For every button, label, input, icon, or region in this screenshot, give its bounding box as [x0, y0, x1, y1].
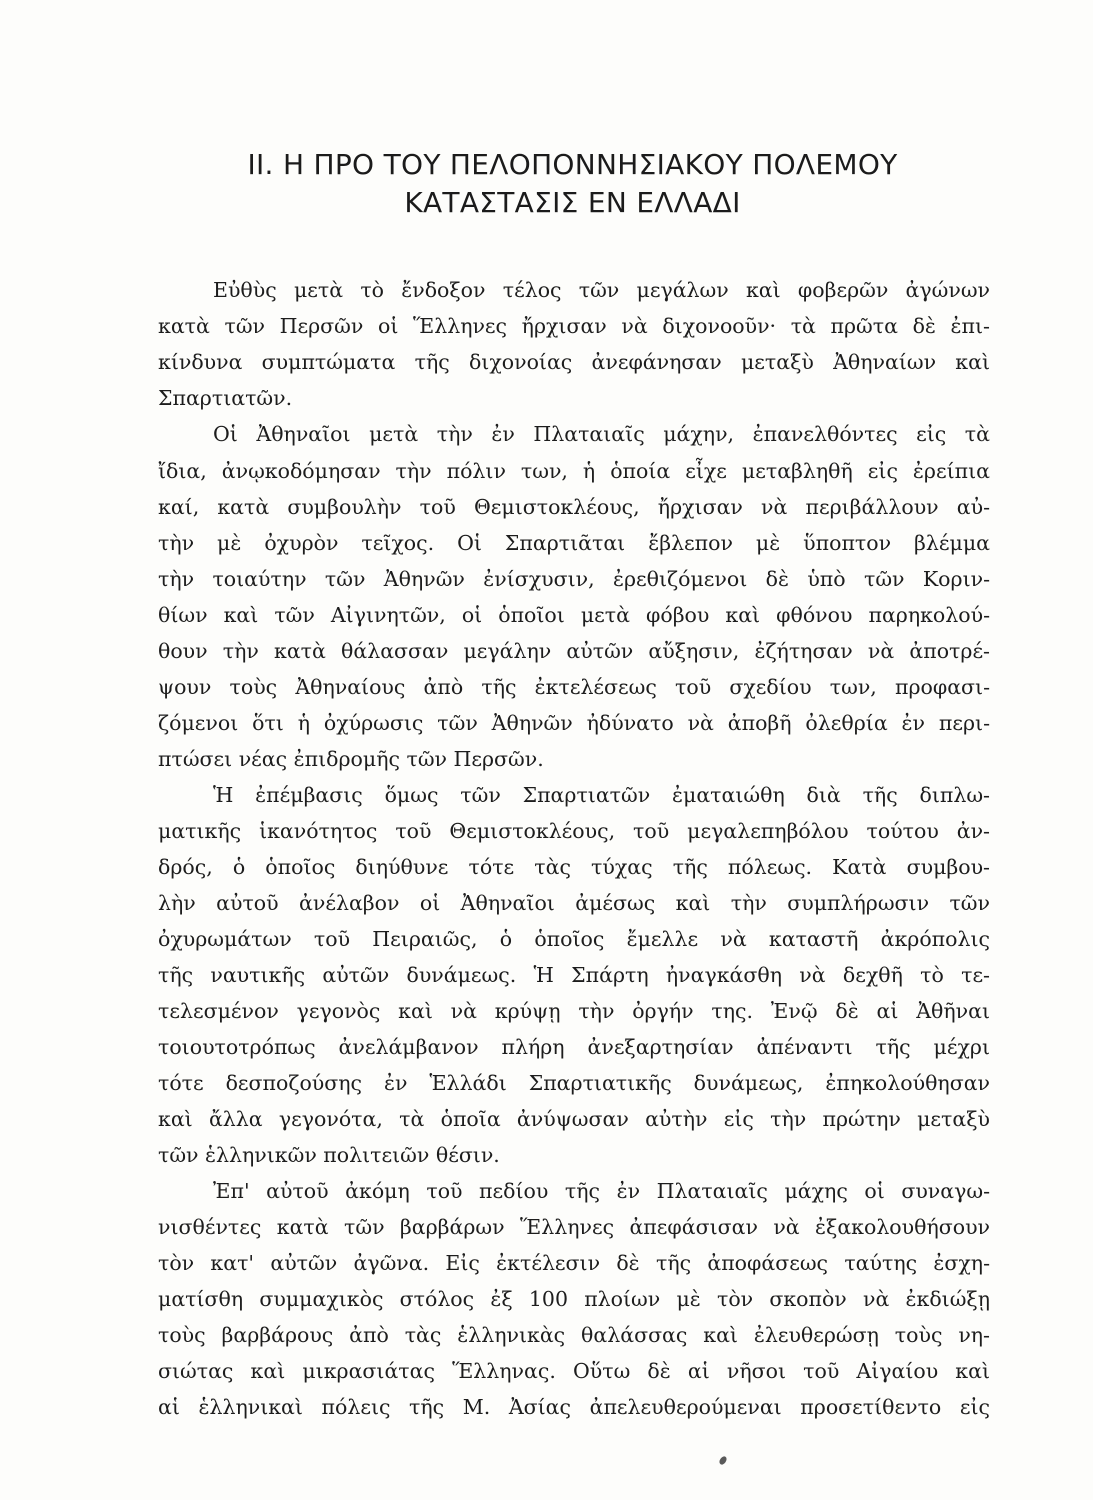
- text-line: λὴν αὐτοῦ ἀνέλαβον οἱ Ἀθηναῖοι ἀμέσως καὶ τὴν συμπλήρωσιν τῶν: [158, 891, 990, 915]
- text-line: τοιουτοτρόπως ἀνελάμβανον πλήρη ἀνεξαρτησίαν ἀπέναντι τῆς μέχρι: [158, 1035, 990, 1059]
- text-line: πτώσει νέας ἐπιδρομῆς τῶν Περσῶν.: [158, 747, 544, 771]
- text-line: θίων καὶ τῶν Αἰγινητῶν, οἱ ὁποῖοι μετὰ φόβου καὶ φθόνου παρηκολού-: [158, 603, 990, 627]
- text-line: τῆς ναυτικῆς αὐτῶν δυνάμεως. Ἡ Σπάρτη ἠναγκάσθη νὰ δεχθῆ τὸ τε-: [158, 963, 990, 987]
- text-line: Οἱ Ἀθηναῖοι μετὰ τὴν ἐν Πλαταιαῖς μάχην, ἐπανελθόντες εἰς τὰ: [213, 422, 990, 446]
- text-line: σιώτας καὶ μικρασιάτας Ἕλληνας. Οὕτω δὲ αἱ νῆσοι τοῦ Αἰγαίου καὶ: [158, 1359, 990, 1383]
- text-line: ματικῆς ἱκανότητος τοῦ Θεμιστοκλέους, τοῦ μεγαλεπηβόλου τούτου ἀν-: [158, 819, 990, 843]
- text-line: νισθέντες κατὰ τῶν βαρβάρων Ἕλληνες ἀπεφάσισαν νὰ ἐξακολουθήσουν: [158, 1215, 990, 1239]
- text-line: τῶν ἑλληνικῶν πολιτειῶν θέσιν.: [158, 1143, 500, 1167]
- text-line: κίνδυνα συμπτώματα τῆς διχονοίας ἀνεφάνησαν μεταξὺ Ἀθηναίων καὶ: [158, 350, 990, 374]
- text-line: Ἡ ἐπέμβασις ὅμως τῶν Σπαρτιατῶν ἐματαιώθη διὰ τῆς διπλω-: [213, 783, 990, 807]
- text-line: τοὺς βαρβάρους ἀπὸ τὰς ἑλληνικὰς θαλάσσας καὶ ἐλευθερώσῃ τοὺς νη-: [158, 1323, 990, 1347]
- text-line: ματίσθη συμμαχικὸς στόλος ἐξ 100 πλοίων μὲ τὸν σκοπὸν νὰ ἐκδιώξῃ: [158, 1287, 990, 1311]
- text-line: καὶ ἄλλα γεγονότα, τὰ ὁποῖα ἀνύψωσαν αὐτὴν εἰς τὴν πρώτην μεταξὺ: [158, 1107, 990, 1131]
- text-line: δρός, ὁ ὁποῖος διηύθυνε τότε τὰς τύχας τῆς πόλεως. Κατὰ συμβου-: [158, 855, 990, 879]
- chapter-title-line-1: II. Η ΠΡΟ ΤΟΥ ΠΕΛΟΠΟΝΝΗΣΙΑΚΟΥ ΠΟΛΕΜΟΥ: [247, 148, 898, 181]
- text-line: αἱ ἑλληνικαὶ πόλεις τῆς Μ. Ἀσίας ἀπελευθερούμεναι προσετίθεντο εἰς: [158, 1395, 990, 1419]
- ink-speck: [718, 1455, 728, 1466]
- text-line: τὸν κατ' αὐτῶν ἀγῶνα. Εἰς ἐκτέλεσιν δὲ τῆς ἀποφάσεως ταύτης ἐσχη-: [158, 1251, 990, 1275]
- text-line: κατὰ τῶν Περσῶν οἱ Ἕλληνες ἤρχισαν νὰ διχονοοῦν· τὰ πρῶτα δὲ ἐπι-: [158, 314, 990, 338]
- text-line: τελεσμένον γεγονὸς καὶ νὰ κρύψῃ τὴν ὀργήν της. Ἐνῷ δὲ αἱ Ἀθῆναι: [158, 999, 990, 1023]
- text-line: ἴδια, ἀνῳκοδόμησαν τὴν πόλιν των, ἡ ὁποία εἶχε μεταβληθῆ εἰς ἐρείπια: [158, 459, 990, 483]
- text-line: τὴν μὲ ὀχυρὸν τεῖχος. Οἱ Σπαρτιᾶται ἔβλεπον μὲ ὕποπτον βλέμμα: [158, 531, 990, 555]
- text-line: Ἐπ' αὐτοῦ ἀκόμη τοῦ πεδίου τῆς ἐν Πλαταιαῖς μάχης οἱ συναγω-: [213, 1179, 990, 1203]
- text-line: τότε δεσποζούσης ἐν Ἑλλάδι Σπαρτιατικῆς δυνάμεως, ἐπηκολούθησαν: [158, 1071, 990, 1095]
- text-line: θουν τὴν κατὰ θάλασσαν μεγάλην αὐτῶν αὔξησιν, ἐζήτησαν νὰ ἀποτρέ-: [158, 639, 990, 663]
- text-line: Εὐθὺς μετὰ τὸ ἔνδοξον τέλος τῶν μεγάλων καὶ φοβερῶν ἀγώνων: [213, 278, 990, 302]
- text-line: τὴν τοιαύτην τῶν Ἀθηνῶν ἐνίσχυσιν, ἐρεθιζόμενοι δὲ ὑπὸ τῶν Κοριν-: [158, 567, 990, 591]
- chapter-title-line-2: ΚΑΤΑΣΤΑΣΙΣ ΕΝ ΕΛΛΑΔΙ: [404, 186, 741, 219]
- text-line: ζόμενοι ὅτι ἡ ὀχύρωσις τῶν Ἀθηνῶν ἠδύνατο νὰ ἀποβῆ ὀλεθρία ἐν περι-: [158, 711, 990, 735]
- text-line: ψουν τοὺς Ἀθηναίους ἀπὸ τῆς ἐκτελέσεως τοῦ σχεδίου των, προφασι-: [158, 675, 990, 699]
- text-line: καί, κατὰ συμβουλὴν τοῦ Θεμιστοκλέους, ἤρχισαν νὰ περιβάλλουν αὐ-: [158, 495, 990, 519]
- text-line: Σπαρτιατῶν.: [158, 386, 293, 410]
- text-line: ὀχυρωμάτων τοῦ Πειραιῶς, ὁ ὁποῖος ἔμελλε νὰ καταστῆ ἀκρόπολις: [158, 927, 990, 951]
